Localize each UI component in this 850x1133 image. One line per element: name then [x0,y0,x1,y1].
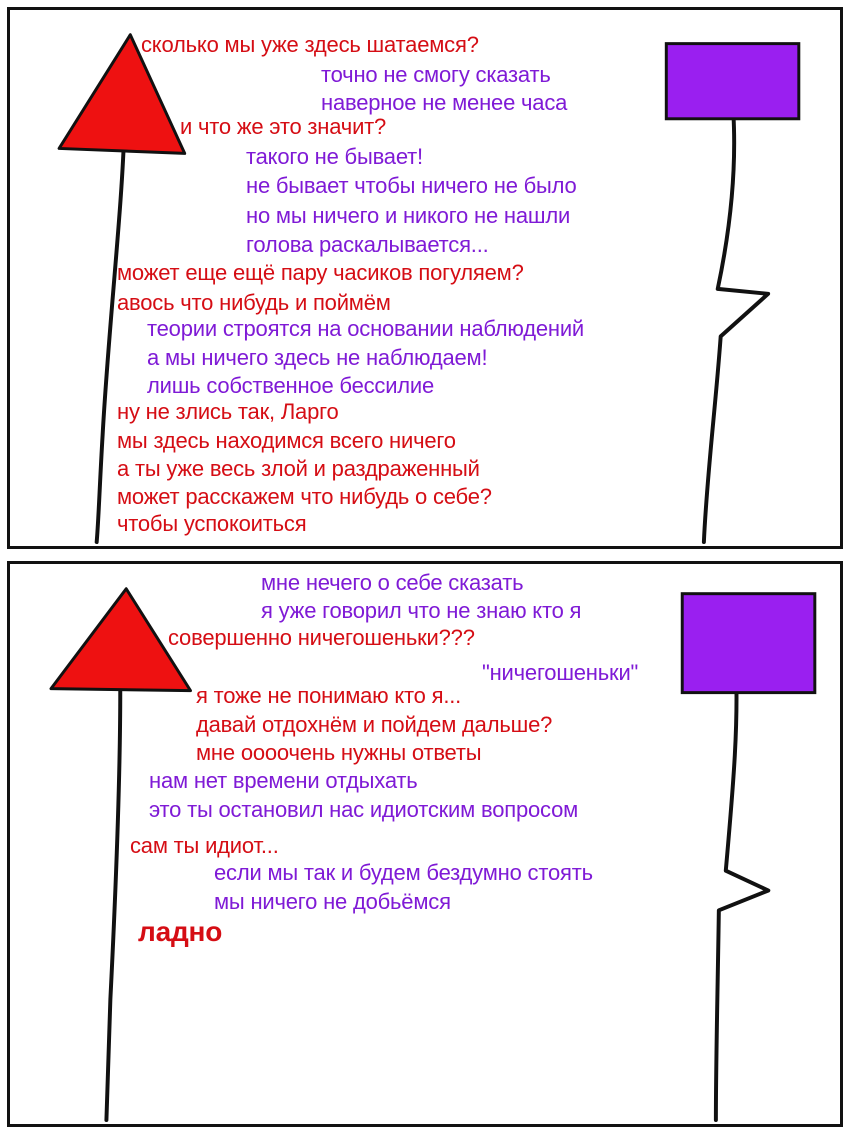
dialogue-line: мне нечего о себе сказать [261,570,524,595]
dialogue-line: давай отдохнём и пойдем дальше? [196,712,553,737]
dialogue-line: может еще ещё пару часиков погуляем? [117,260,524,285]
comic-panel-1 [7,7,843,549]
purple-character-stick [716,661,768,1120]
purple-character-stick [704,117,768,542]
dialogue-line: но мы ничего и никого не нашли [246,203,571,228]
dialogue-line: мы здесь находимся всего ничего [117,428,456,453]
dialogue-line: совершенно ничегошеньки??? [168,625,475,650]
dialogue-line: а ты уже весь злой и раздраженный [117,456,480,481]
purple-square-character [666,44,799,119]
dialogue-line: это ты остановил нас идиотским вопросом [149,797,579,822]
dialogue-line: не бывает чтобы ничего не было [246,173,577,198]
comic-panel-2 [7,561,843,1127]
dialogue-line: а мы ничего здесь не наблюдаем! [147,345,488,370]
dialogue-line: ладно [138,916,223,947]
dialogue-line: нам нет времени отдыхать [149,768,418,793]
dialogue-line: если мы так и будем бездумно стоять [214,860,593,885]
dialogue-line: сам ты идиот... [130,833,279,858]
dialogue-line: теории строятся на основании наблюдений [147,316,585,341]
dialogue-line: я тоже не понимаю кто я... [196,683,462,708]
purple-square-character [682,594,815,693]
red-character-stick [106,691,120,1120]
dialogue-line: сколько мы уже здесь шатаемся? [141,32,479,57]
dialogue-line: "ничегошеньки" [482,660,639,685]
dialogue-line: точно не смогу сказать [321,62,551,87]
dialogue-line: ну не злись так, Ларго [117,399,339,424]
dialogue-line: лишь собственное бессилие [147,373,435,398]
dialogue-line: мне оооочень нужны ответы [196,740,482,765]
dialogue-line: такого не бывает! [246,144,423,169]
dialogue-line: голова раскалывается... [246,232,489,257]
dialogue-line: наверное не менее часа [321,90,568,115]
dialogue-line: авось что нибудь и поймём [117,290,391,315]
dialogue-line: может расскажем что нибудь о себе? [117,484,492,509]
dialogue-line: и что же это значит? [180,114,387,139]
dialogue-line: чтобы успокоиться [117,511,307,536]
dialogue-line: мы ничего не добьёмся [214,889,451,914]
dialogue-line: я уже говорил что не знаю кто я [261,598,582,623]
